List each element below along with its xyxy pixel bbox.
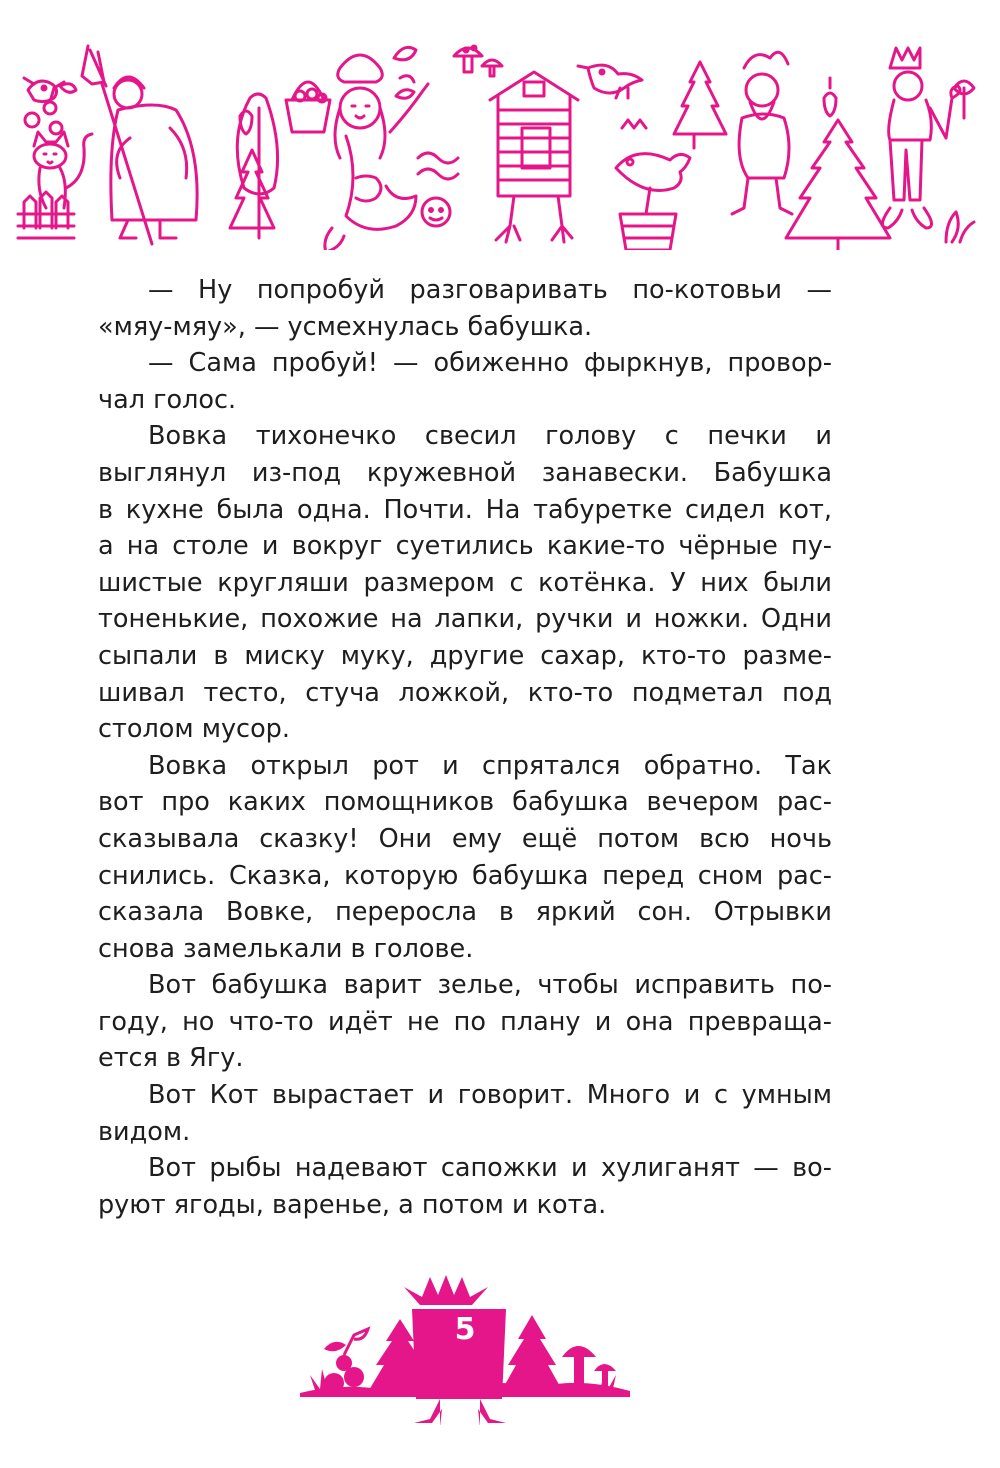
text-line: Вовка открыл рот и спрятался обратно. Так xyxy=(148,750,832,781)
gnome-icon xyxy=(732,52,792,214)
mushrooms-icon xyxy=(454,46,502,76)
text-line: снились. Сказка, которую бабушка перед сном рас- xyxy=(98,860,832,891)
text-line: — Сама пробуй! — обиженно фыркнув, провор- xyxy=(148,348,832,379)
paragraph xyxy=(98,345,832,418)
text-line: снова замелькали в голове. xyxy=(98,933,474,964)
text-line: а на столе и вокруг суетились какие-то чёрные пу- xyxy=(98,531,832,562)
paragraph xyxy=(98,1077,832,1150)
text-line: сказывала сказку! Они ему ещё потом всю ночь xyxy=(98,823,832,854)
text-line: выглянул из-под кружевной занавески. Бабушка xyxy=(98,457,832,488)
page-number: 5 xyxy=(454,1312,476,1347)
paragraph xyxy=(98,967,832,1077)
text-line: шивал тесто, стуча ложкой, кто-то подметал под xyxy=(98,677,832,708)
text-line: столом мусор. xyxy=(98,714,290,745)
basket-icon xyxy=(286,82,330,132)
fir-tree-icon xyxy=(498,1315,566,1397)
text-line: Вот Кот вырастает и говорит. Много и с умным xyxy=(148,1080,832,1111)
text-line: «мяу-мяу», — усмехнулась бабушка. xyxy=(98,311,593,342)
text-line: чал голос. xyxy=(98,384,237,415)
mushrooms-icon xyxy=(562,1346,616,1389)
text-line: ется в Ягу. xyxy=(98,1043,244,1074)
text-line: — Ну попробуй разговаривать по-котовьи — xyxy=(148,275,832,305)
text-line: Вовка тихонечко свесил голову с печки и xyxy=(148,421,832,452)
kolobok-icon xyxy=(422,198,450,226)
fence-icon xyxy=(18,192,74,238)
hut-silhouette-icon xyxy=(404,1275,506,1425)
text-line: сыпали в миску муку, другие сахар, кто-то разме- xyxy=(98,640,832,671)
paragraph xyxy=(98,748,832,968)
text-line: шистые кругляши размером с котёнка. У них были xyxy=(98,567,832,598)
text-line: Вот рыбы надевают сапожки и хулиганят — во- xyxy=(148,1153,832,1184)
text-line: сказала Вовке, переросла в яркий сон. Отрывки xyxy=(98,897,832,928)
leaf-icon xyxy=(394,47,416,98)
text-line: Вот бабушка варит зелье, чтобы исправить по- xyxy=(148,970,832,1001)
text-line: руют ягоды, варенье, а потом и кота. xyxy=(98,1189,607,1220)
header-ornament xyxy=(10,28,990,250)
fir-tree-icon xyxy=(786,120,890,250)
text-line: тоненькие, похожие на лапки, ручки и ножки. Одни xyxy=(98,604,832,635)
paragraph xyxy=(98,1150,832,1223)
text-line: в кухне была одна. Почти. На табуретке сидел кот, xyxy=(98,494,832,525)
hut-on-chicken-legs-icon xyxy=(490,72,578,242)
fish-in-bucket-icon xyxy=(616,120,690,250)
text-line: вот про каких помощников бабушка вечером рас- xyxy=(98,787,832,818)
berries-icon xyxy=(324,1329,368,1393)
paragraph xyxy=(98,418,832,747)
crow-icon xyxy=(578,65,642,98)
story-text xyxy=(98,272,832,1223)
koschei-icon xyxy=(882,48,960,228)
witch-with-broom-icon xyxy=(82,46,197,244)
paragraph xyxy=(98,272,832,345)
text-line: году, но что-то идёт не по плану и она превраща- xyxy=(98,1006,832,1037)
fir-tree-icon xyxy=(674,62,726,148)
raspberries-icon xyxy=(25,82,76,134)
fir-tree-icon xyxy=(230,150,274,228)
text-line: видом. xyxy=(98,1116,191,1147)
mermaid-icon xyxy=(325,55,428,250)
